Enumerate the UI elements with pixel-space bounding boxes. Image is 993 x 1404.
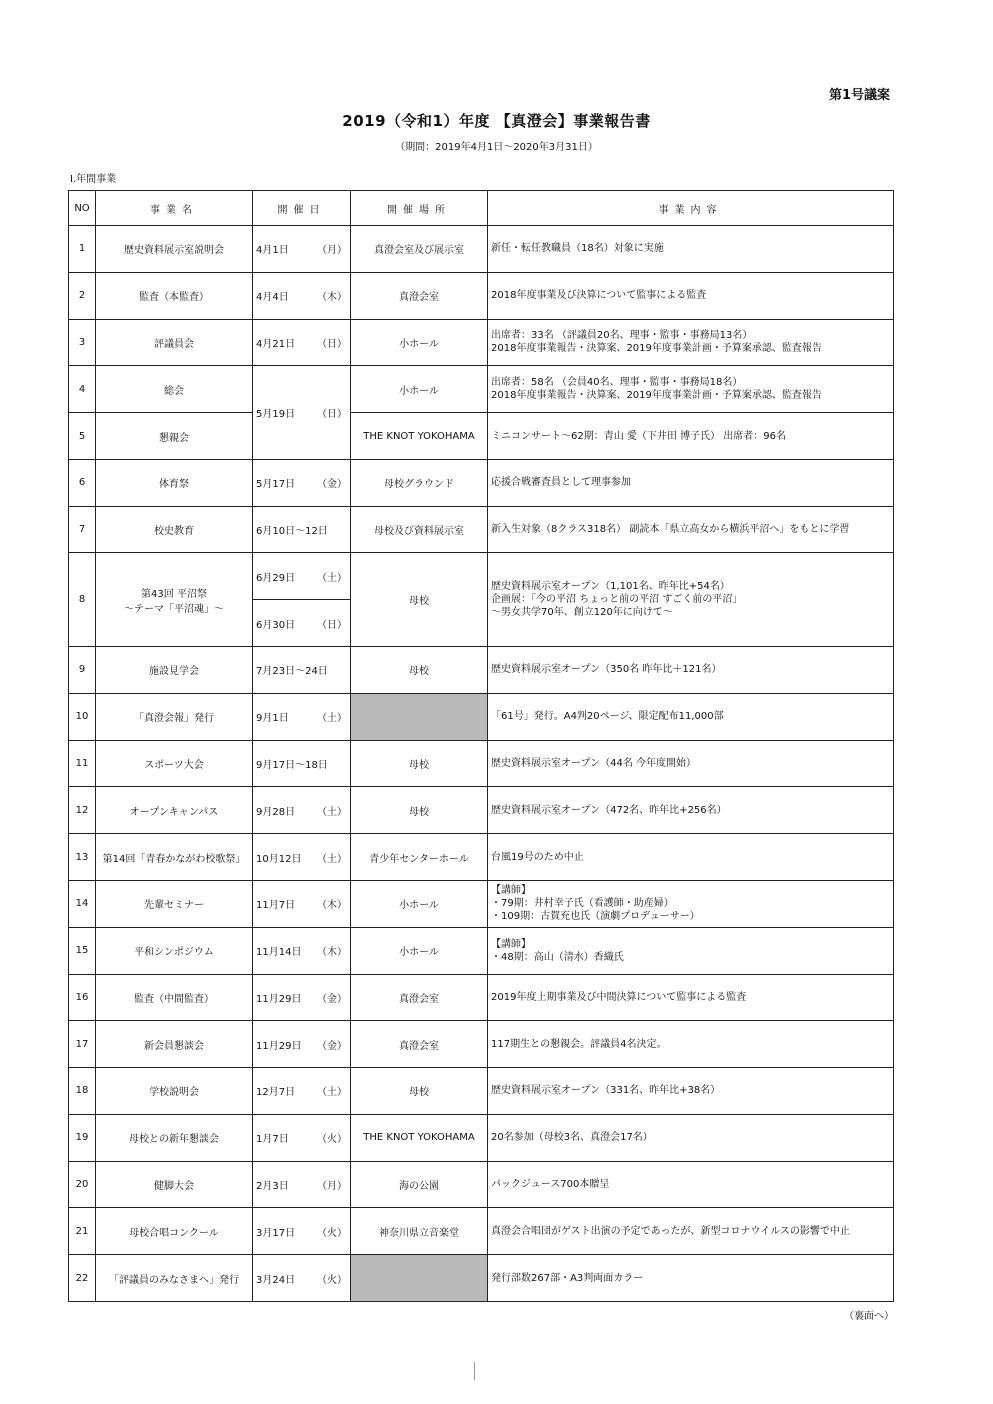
- event-place: 母校: [351, 553, 488, 647]
- event-content-line: パックジュース700本贈呈: [491, 1179, 610, 1191]
- date-wrap: [256, 1083, 347, 1098]
- date-wrap: [256, 288, 347, 303]
- row-number: 16: [69, 974, 96, 1021]
- date-wrap: [256, 1130, 347, 1145]
- event-content-line: 新任・転任教職員（18名）対象に実施: [491, 243, 664, 255]
- event-weekday: （金）: [317, 993, 347, 1005]
- event-name: [96, 787, 253, 834]
- event-date: 7月23日～24日: [256, 666, 328, 678]
- event-content-line: 応援合戦審査員として理事参加: [491, 477, 631, 489]
- event-place: 青少年センターホール: [351, 834, 488, 881]
- date-wrap: [256, 405, 347, 420]
- date-wrap: [256, 569, 347, 584]
- date-wrap: [256, 850, 347, 865]
- date-cell: [253, 834, 351, 881]
- table-row: [69, 319, 894, 366]
- event-weekday: （金）: [317, 479, 347, 491]
- event-weekday: （木）: [317, 292, 347, 304]
- event-date: 11月14日: [256, 947, 302, 959]
- row-number: 20: [69, 1161, 96, 1208]
- row-number: 15: [69, 927, 96, 974]
- event-date: 6月29日: [256, 572, 296, 584]
- event-place: 真澄会室: [351, 1021, 488, 1068]
- event-weekday: （金）: [317, 1040, 347, 1052]
- event-place: 小ホール: [351, 880, 488, 927]
- event-date: 9月17日～18日: [256, 759, 328, 771]
- event-content: [488, 974, 894, 1021]
- event-place: 神奈川県立音楽堂: [351, 1208, 488, 1255]
- header-date: 開催日: [253, 191, 351, 226]
- table-row: [69, 1255, 894, 1302]
- event-name-line: スポーツ大会: [144, 759, 204, 771]
- event-place: 小ホール: [351, 927, 488, 974]
- event-name: [96, 927, 253, 974]
- event-weekday: （土）: [317, 572, 347, 584]
- event-place: 母校: [351, 647, 488, 694]
- event-name: [96, 1068, 253, 1115]
- date-cell: [253, 600, 351, 647]
- event-name: [96, 413, 253, 460]
- event-name-line: 健脚大会: [154, 1181, 194, 1193]
- event-content: [488, 506, 894, 553]
- event-content: [488, 1114, 894, 1161]
- date-cell: [253, 1021, 351, 1068]
- event-name-line: ～テーマ「平沼魂」～: [124, 603, 224, 615]
- event-content-line: 117期生との懇親会。評議員4名決定。: [491, 1038, 667, 1050]
- event-date: 11月7日: [256, 900, 296, 912]
- event-name: [96, 974, 253, 1021]
- table-row: [69, 366, 894, 413]
- date-wrap: [256, 1037, 347, 1052]
- scan-mark: [474, 1362, 475, 1380]
- event-content-line: 20名参加（母校3名、真澄会17名）: [491, 1132, 653, 1144]
- event-date: 9月28日: [256, 806, 296, 818]
- document-title: 2019（令和1）年度 【真澄会】事業報告書: [342, 112, 651, 130]
- table-row: [69, 1114, 894, 1161]
- event-name-line: 懇親会: [159, 432, 189, 444]
- event-name: [96, 834, 253, 881]
- event-date: 11月29日: [256, 993, 302, 1005]
- event-place: 真澄会室及び展示室: [351, 226, 488, 273]
- event-content-line: ・79期：井村幸子氏（看護師・助産婦）: [491, 898, 674, 910]
- date-wrap: [256, 990, 347, 1005]
- row-number: 3: [69, 319, 96, 366]
- event-content: [488, 366, 894, 413]
- event-name: [96, 693, 253, 740]
- event-content-line: 【講師】: [491, 938, 531, 950]
- date-cell: [253, 693, 351, 740]
- event-name: [96, 740, 253, 787]
- event-name: [96, 506, 253, 553]
- table-row: [69, 1068, 894, 1115]
- event-name-line: 学校説明会: [149, 1087, 199, 1099]
- row-number: 1: [69, 226, 96, 273]
- event-content-line: 新入生対象（8クラス318名） 副読本「県立高女から横浜平沼へ」をもとに学習: [491, 524, 850, 536]
- table-row: [69, 413, 894, 460]
- event-name-line: 第14回「青春かながわ校歌祭」: [102, 853, 246, 865]
- event-content-line: 出席者：58名 （会員40名、理事・監事・事務局18名）: [491, 377, 743, 389]
- row-number: 11: [69, 740, 96, 787]
- event-name-line: 歴史資料展示室説明会: [124, 245, 224, 257]
- event-content: [488, 1021, 894, 1068]
- event-place: 母校グラウンド: [351, 459, 488, 506]
- section-title: Ⅰ.年間事業: [70, 174, 117, 185]
- event-name-line: 平和シンポジウム: [134, 947, 214, 959]
- table-row: [69, 459, 894, 506]
- event-name: [96, 459, 253, 506]
- event-name: [96, 319, 253, 366]
- date-cell: [253, 319, 351, 366]
- event-content: [488, 693, 894, 740]
- date-cell: [253, 740, 351, 787]
- date-wrap: [256, 475, 347, 490]
- event-weekday: （日）: [317, 409, 347, 421]
- event-name-line: 第43回 平沼祭: [141, 588, 207, 600]
- reporting-period: （期間：2019年4月1日～2020年3月31日）: [395, 142, 598, 153]
- date-cell: [253, 272, 351, 319]
- event-content: [488, 787, 894, 834]
- date-wrap: [256, 1177, 347, 1192]
- event-weekday: （土）: [317, 853, 347, 865]
- date-cell: [253, 1114, 351, 1161]
- event-name-line: 「真澄会報」発行: [134, 713, 214, 725]
- event-weekday: （火）: [317, 1274, 347, 1286]
- table-row: [69, 834, 894, 881]
- row-number: 5: [69, 413, 96, 460]
- event-name-line: 評議員会: [154, 338, 194, 350]
- event-date: 4月4日: [256, 292, 289, 304]
- event-date: 4月21日: [256, 338, 296, 350]
- event-weekday: （火）: [317, 1227, 347, 1239]
- event-place: 小ホール: [351, 319, 488, 366]
- event-date: 4月1日: [256, 245, 289, 257]
- event-name: [96, 366, 253, 413]
- event-date: 12月7日: [256, 1087, 296, 1099]
- event-name: [96, 226, 253, 273]
- date-cell: [253, 1068, 351, 1115]
- event-name-line: 施設見学会: [149, 666, 199, 678]
- date-cell: [253, 1161, 351, 1208]
- event-content-line: 発行部数267部・A3判両面カラー: [491, 1272, 644, 1284]
- date-wrap: [256, 803, 347, 818]
- event-content-line: 2019年度上期事業及び中間決算について監事による監査: [491, 991, 747, 1003]
- event-content: [488, 1208, 894, 1255]
- event-content-line: 企画展：「今の平沼 ちょっと前の平沼 すごく前の平沼」: [491, 594, 743, 606]
- row-number: 14: [69, 880, 96, 927]
- event-place: 母校: [351, 787, 488, 834]
- date-cell: [253, 787, 351, 834]
- table-row: [69, 740, 894, 787]
- row-number: 7: [69, 506, 96, 553]
- event-date: 9月1日: [256, 713, 289, 725]
- event-content-line: ミニコンサート～62期：青山 愛（下井田 博子氏） 出席者：96名: [491, 430, 786, 442]
- table-row: [69, 693, 894, 740]
- date-wrap: [256, 335, 347, 350]
- event-weekday: （月）: [317, 1181, 347, 1193]
- event-weekday: （日）: [317, 619, 347, 631]
- event-content: [488, 553, 894, 647]
- date-wrap: [256, 522, 347, 537]
- event-weekday: （木）: [317, 947, 347, 959]
- event-name: [96, 1114, 253, 1161]
- row-number: 9: [69, 647, 96, 694]
- event-date: 6月30日: [256, 619, 296, 631]
- event-place: [351, 693, 488, 740]
- event-content-line: 2018年度事業報告・決算案、2019年度事業計画・予算案承認、監査報告: [491, 390, 822, 402]
- continued-note: （裏面へ）: [844, 1311, 894, 1322]
- event-name: [96, 553, 253, 647]
- row-number: 22: [69, 1255, 96, 1302]
- row-number: 4: [69, 366, 96, 413]
- table-row: [69, 1161, 894, 1208]
- table-row: [69, 787, 894, 834]
- table-header: [69, 191, 894, 226]
- row-number: 8: [69, 553, 96, 647]
- event-name-line: オープンキャンパス: [129, 806, 219, 818]
- event-name: [96, 1255, 253, 1302]
- event-place: THE KNOT YOKOHAMA: [351, 1114, 488, 1161]
- header-row: [69, 191, 894, 226]
- event-content: [488, 647, 894, 694]
- event-content-line: 出席者：33名 （評議員20名、理事・監事・事務局13名）: [491, 330, 753, 342]
- event-date: 3月17日: [256, 1227, 296, 1239]
- event-content: [488, 880, 894, 927]
- event-date: 6月10日～12日: [256, 526, 328, 538]
- event-content-line: 歴史資料展示室オープン（350名 昨年比＋121名）: [491, 664, 722, 676]
- event-place: THE KNOT YOKOHAMA: [351, 413, 488, 460]
- event-content-line: 台風19号のため中止: [491, 851, 584, 863]
- event-content-line: 歴史資料展示室オープン（472名、昨年比+256名）: [491, 804, 727, 816]
- date-wrap: [256, 662, 347, 677]
- event-name-line: 監査（中間監査）: [134, 993, 214, 1005]
- row-number: 2: [69, 272, 96, 319]
- event-content-line: ・109期：古賀充也氏（演劇プロデューサー）: [491, 911, 700, 923]
- row-number: 12: [69, 787, 96, 834]
- header-name: 事業名: [96, 191, 253, 226]
- event-place: 真澄会室: [351, 272, 488, 319]
- date-wrap: [256, 943, 347, 958]
- event-content: [488, 413, 894, 460]
- event-place: 海の公園: [351, 1161, 488, 1208]
- date-wrap: [256, 709, 347, 724]
- event-content-line: 歴史資料展示室オープン（1,101名、昨年比+54名）: [491, 581, 730, 593]
- table-row: [69, 880, 894, 927]
- event-content: [488, 459, 894, 506]
- table-row: [69, 506, 894, 553]
- event-name: [96, 1021, 253, 1068]
- row-number: 13: [69, 834, 96, 881]
- event-name: [96, 272, 253, 319]
- date-cell: [253, 1208, 351, 1255]
- event-content: [488, 834, 894, 881]
- header-no: NO: [69, 191, 96, 226]
- date-cell: [253, 880, 351, 927]
- event-content: [488, 1161, 894, 1208]
- event-name-line: 「評議員のみなさまへ」発行: [109, 1274, 239, 1286]
- event-name-line: 体育祭: [159, 479, 189, 491]
- table-row: [69, 226, 894, 273]
- event-name-line: 監査（本監査）: [139, 292, 209, 304]
- event-place: 母校: [351, 1068, 488, 1115]
- date-cell: [253, 366, 351, 460]
- date-wrap: [256, 1271, 347, 1286]
- event-date: 3月24日: [256, 1274, 296, 1286]
- date-wrap: [256, 756, 347, 771]
- event-content: [488, 1068, 894, 1115]
- event-report-table: [68, 190, 894, 1302]
- event-content-line: 2018年度事業報告・決算案、2019年度事業計画・予算案承認、監査報告: [491, 343, 822, 355]
- table-body: [69, 226, 894, 1302]
- event-date: 10月12日: [256, 853, 302, 865]
- event-content: [488, 319, 894, 366]
- event-content: [488, 927, 894, 974]
- header-content: 事業内容: [488, 191, 894, 226]
- event-date: 5月17日: [256, 479, 296, 491]
- table-row: [69, 974, 894, 1021]
- date-cell: [253, 1255, 351, 1302]
- date-cell: [253, 506, 351, 553]
- event-content: [488, 226, 894, 273]
- event-name-line: 母校合唱コンクール: [129, 1227, 219, 1239]
- date-cell: [253, 553, 351, 600]
- table-row: [69, 1021, 894, 1068]
- date-wrap: [256, 616, 347, 631]
- event-name: [96, 1161, 253, 1208]
- row-number: 17: [69, 1021, 96, 1068]
- event-content: [488, 272, 894, 319]
- table-row: [69, 647, 894, 694]
- row-number: 6: [69, 459, 96, 506]
- event-content-line: ～男女共学70年、創立120年に向けて～: [491, 607, 673, 619]
- event-content: [488, 740, 894, 787]
- event-weekday: （土）: [317, 1087, 347, 1099]
- event-content-line: ・48期：高山（清水）香織氏: [491, 951, 624, 963]
- date-wrap: [256, 241, 347, 256]
- date-wrap: [256, 896, 347, 911]
- event-date: 2月3日: [256, 1181, 289, 1193]
- date-cell: [253, 459, 351, 506]
- table-row: [69, 1208, 894, 1255]
- date-wrap: [256, 1224, 347, 1239]
- event-place: 母校: [351, 740, 488, 787]
- date-cell: [253, 927, 351, 974]
- event-content-line: 「61号」発行。A4判20ページ、限定配布11,000部: [491, 711, 724, 723]
- event-content-line: 歴史資料展示室オープン（44名 今年度開始）: [491, 757, 697, 769]
- event-name-line: 総会: [164, 385, 184, 397]
- document-number: 第1号議案: [828, 88, 890, 103]
- event-content-line: 2018年度事業及び決算について監事による監査: [491, 290, 707, 302]
- date-cell: [253, 226, 351, 273]
- event-place: [351, 1255, 488, 1302]
- row-number: 18: [69, 1068, 96, 1115]
- row-number: 19: [69, 1114, 96, 1161]
- event-weekday: （土）: [317, 713, 347, 725]
- event-weekday: （日）: [317, 338, 347, 350]
- event-name-line: 母校との新年懇談会: [129, 1134, 219, 1146]
- event-weekday: （月）: [317, 245, 347, 257]
- event-name-line: 校史教育: [154, 526, 194, 538]
- date-cell: [253, 974, 351, 1021]
- row-number: 21: [69, 1208, 96, 1255]
- header-place: 開催場所: [351, 191, 488, 226]
- table-row: [69, 272, 894, 319]
- event-name-line: 新会員懇談会: [144, 1040, 204, 1052]
- table-row: [69, 927, 894, 974]
- event-weekday: （火）: [317, 1134, 347, 1146]
- event-content-line: 【講師】: [491, 885, 531, 897]
- event-weekday: （土）: [317, 806, 347, 818]
- event-weekday: （木）: [317, 900, 347, 912]
- date-cell: [253, 647, 351, 694]
- event-date: 5月19日: [256, 409, 296, 421]
- event-place: 母校及び資料展示室: [351, 506, 488, 553]
- event-date: 1月7日: [256, 1134, 289, 1146]
- row-number: 10: [69, 693, 96, 740]
- event-date: 11月29日: [256, 1040, 302, 1052]
- event-content-line: 真澄会合唱団がゲスト出演の予定であったが、新型コロナウイルスの影響で中止: [491, 1225, 850, 1237]
- event-name: [96, 647, 253, 694]
- event-name: [96, 880, 253, 927]
- event-name: [96, 1208, 253, 1255]
- event-place: 小ホール: [351, 366, 488, 413]
- event-content: [488, 1255, 894, 1302]
- event-name-line: 先輩セミナー: [144, 900, 204, 912]
- event-content-line: 歴史資料展示室オープン（331名、昨年比+38名）: [491, 1085, 721, 1097]
- table-row: [69, 553, 894, 600]
- event-place: 真澄会室: [351, 974, 488, 1021]
